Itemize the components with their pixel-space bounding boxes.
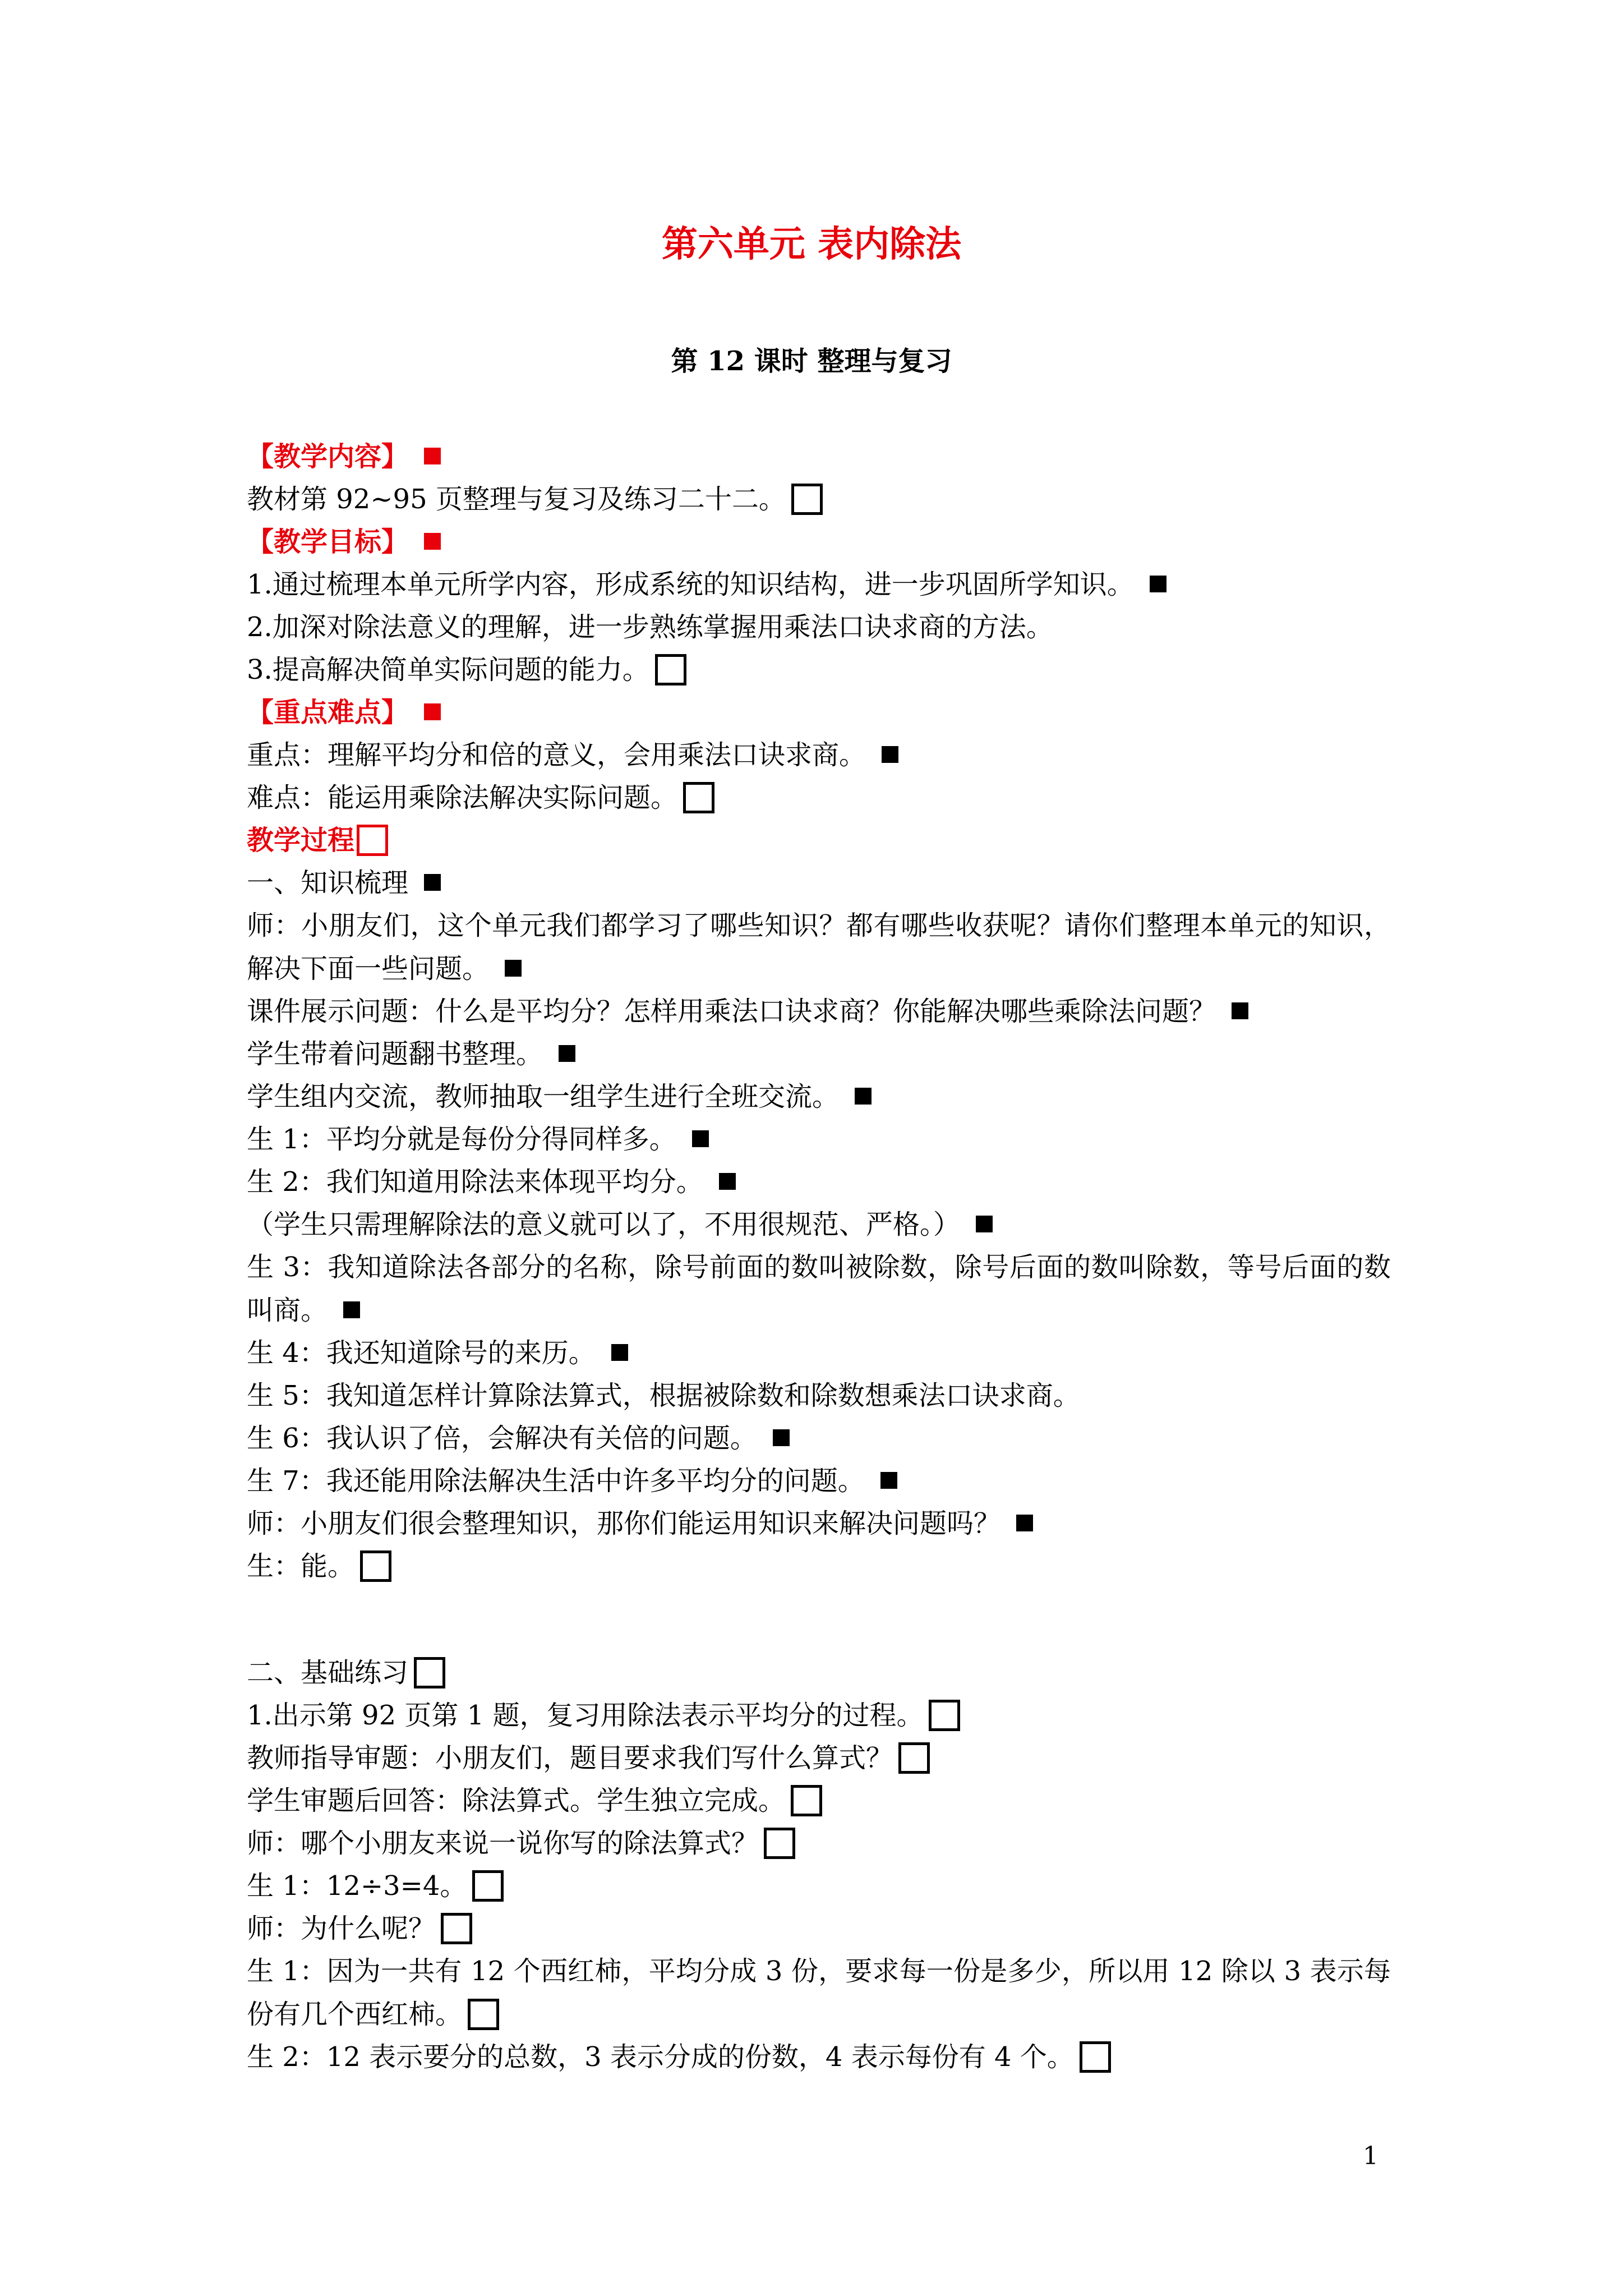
- paragraph-text: 生 6：我认识了倍，会解决有关倍的问题。: [247, 1423, 757, 1454]
- part2-p6-line: [247, 1907, 1391, 1950]
- part1-p13-line: [247, 1502, 1391, 1545]
- part1-p8-line: [247, 1246, 1391, 1332]
- black-square-icon: [343, 1301, 360, 1318]
- content-heading-line: [247, 435, 1391, 478]
- empty-box-icon: [472, 1870, 504, 1902]
- paragraph-text: 生 5：我知道怎样计算除法算式，根据被除数和除数想乘法口诀求商。: [247, 1380, 1080, 1411]
- paragraph-text: 生 3：我知道除法各部分的名称，除号前面的数叫被除数，除号后面的数叫除数，等号后面的数叫商。: [247, 1251, 1391, 1326]
- key-text: 重点：理解平均分和倍的意义，会用乘法口诀求商。: [247, 739, 866, 771]
- key-1-line: [247, 734, 1391, 776]
- part1-p5-line: [247, 1118, 1391, 1161]
- paragraph-text: 学生带着问题翻书整理。: [247, 1038, 543, 1070]
- empty-box-icon: [468, 1999, 499, 2030]
- paragraph-text: 生 7：我还能用除法解决生活中许多平均分的问题。: [247, 1465, 865, 1497]
- empty-box-icon: [791, 484, 823, 515]
- black-square-icon: [773, 1429, 790, 1446]
- paragraph-text: 师：小朋友们很会整理知识，那你们能运用知识来解决问题吗？: [247, 1508, 1001, 1539]
- section-heading: 【教学目标】: [247, 526, 409, 558]
- empty-box-icon: [1080, 2041, 1111, 2073]
- black-square-icon: [611, 1344, 628, 1361]
- empty-box-icon: [360, 1550, 391, 1582]
- empty-box-icon: [655, 654, 686, 685]
- document-title: 第六单元 表内除法: [661, 223, 962, 265]
- part1-p14-line: [247, 1545, 1391, 1588]
- empty-box-icon: [791, 1785, 822, 1816]
- content-text-line: [247, 478, 1391, 521]
- paragraph-text: 师：哪个小朋友来说一说你写的除法算式？: [247, 1828, 759, 1859]
- goal-2-line: [247, 606, 1391, 648]
- part1-p10-line: [247, 1374, 1391, 1417]
- goal-3-line: [247, 648, 1391, 691]
- empty-box-icon: [898, 1742, 930, 1774]
- black-square-icon: [855, 1088, 872, 1105]
- part1-p2-line: [247, 990, 1391, 1033]
- black-square-icon: [505, 960, 522, 977]
- part-heading: 一、知识梳理: [247, 867, 409, 899]
- paragraph-text: 生 2：12 表示要分的总数，3 表示分成的份数，4 表示每份有 4 个。: [247, 2041, 1074, 2073]
- section-heading: 【教学内容】: [247, 441, 409, 472]
- empty-box-icon: [764, 1828, 795, 1859]
- content-text: 教材第 92~95 页整理与复习及练习二十二。: [247, 484, 786, 515]
- goal-1-line: [247, 563, 1391, 606]
- part1-p7-line: [247, 1203, 1391, 1246]
- empty-box-icon: [414, 1657, 445, 1688]
- part1-p1-line: [247, 904, 1391, 991]
- empty-box-icon: [929, 1700, 960, 1731]
- red-box-icon: [357, 825, 388, 856]
- paragraph-text: 1.出示第 92 页第 1 题，复习用除法表示平均分的过程。: [247, 1700, 924, 1731]
- goal-heading-line: [247, 521, 1391, 563]
- black-square-icon: [1016, 1515, 1033, 1531]
- process-heading-line: [247, 819, 1391, 862]
- black-square-icon: [1150, 576, 1166, 592]
- red-square-icon: [424, 703, 441, 720]
- part1-p3-line: [247, 1033, 1391, 1075]
- part1-p6-line: [247, 1161, 1391, 1203]
- black-square-icon: [976, 1216, 993, 1232]
- paragraph-text: 生 1：平均分就是每份分得同样多。: [247, 1124, 676, 1155]
- paragraph-text: 生 1：因为一共有 12 个西红柿，平均分成 3 份，要求每一份是多少，所以用 12 除以 3 表示每份有几个西红柿。: [247, 1955, 1391, 2030]
- paragraph-text: 生 4：我还知道除号的来历。: [247, 1337, 596, 1369]
- paragraph-text: 生 2：我们知道用除法来体现平均分。: [247, 1166, 703, 1198]
- goal-text: 2.加深对除法意义的理解，进一步熟练掌握用乘法口诀求商的方法。: [247, 611, 1053, 643]
- key-text: 难点：能运用乘除法解决实际问题。: [247, 782, 678, 813]
- part1-p11-line: [247, 1417, 1391, 1460]
- paragraph-text: （学生只需理解除法的意义就可以了，不用很规范、严格。）: [247, 1209, 961, 1240]
- black-square-icon: [424, 874, 441, 891]
- part1-p4-line: [247, 1075, 1391, 1118]
- black-square-icon: [559, 1045, 575, 1062]
- paragraph-text: 生：能。: [247, 1550, 355, 1582]
- part2-p4-line: [247, 1822, 1391, 1865]
- black-square-icon: [880, 1472, 897, 1489]
- empty-box-icon: [441, 1913, 472, 1944]
- paragraph-text: 师：小朋友们，这个单元我们都学习了哪些知识？都有哪些收获呢？请你们整理本单元的知识，解决下面一些问题。: [247, 910, 1391, 984]
- black-square-icon: [1232, 1002, 1248, 1019]
- part2-p3-line: [247, 1779, 1391, 1822]
- black-square-icon: [719, 1173, 736, 1190]
- red-square-icon: [424, 533, 441, 550]
- part1-p12-line: [247, 1460, 1391, 1502]
- part2-p7-line: [247, 1950, 1391, 2036]
- key-2-line: [247, 776, 1391, 819]
- page-number: 1: [1363, 2142, 1378, 2170]
- part2-heading-line: [247, 1651, 1391, 1694]
- section-heading: 教学过程: [247, 825, 355, 856]
- paragraph-text: 课件展示问题：什么是平均分？怎样用乘法口诀求商？你能解决哪些乘除法问题？: [247, 996, 1216, 1027]
- part2-p2-line: [247, 1737, 1391, 1779]
- lesson-subtitle: 第 12 课时 整理与复习: [671, 346, 952, 377]
- black-square-icon: [882, 746, 898, 763]
- goal-text: 1.通过梳理本单元所学内容，形成系统的知识结构，进一步巩固所学知识。: [247, 569, 1134, 600]
- part-heading: 二、基础练习: [247, 1657, 409, 1688]
- paragraph-text: 学生审题后回答：除法算式。学生独立完成。: [247, 1785, 786, 1816]
- paragraph-text: 师：为什么呢？: [247, 1913, 436, 1944]
- paragraph-text: 教师指导审题：小朋友们，题目要求我们写什么算式？: [247, 1742, 893, 1774]
- empty-box-icon: [683, 782, 714, 813]
- part1-p9-line: [247, 1332, 1391, 1374]
- part2-p5-line: [247, 1865, 1391, 1907]
- black-square-icon: [692, 1130, 709, 1147]
- paragraph-text: 生 1：12÷3=4。: [247, 1870, 467, 1902]
- part1-heading-line: [247, 862, 1391, 904]
- paragraph-text: 学生组内交流，教师抽取一组学生进行全班交流。: [247, 1081, 840, 1112]
- section-heading: 【重点难点】: [247, 697, 409, 728]
- part2-p1-line: [247, 1694, 1391, 1737]
- part2-p8-line: [247, 2036, 1391, 2078]
- goal-text: 3.提高解决简单实际问题的能力。: [247, 654, 649, 685]
- red-square-icon: [424, 448, 441, 464]
- key-heading-line: [247, 691, 1391, 734]
